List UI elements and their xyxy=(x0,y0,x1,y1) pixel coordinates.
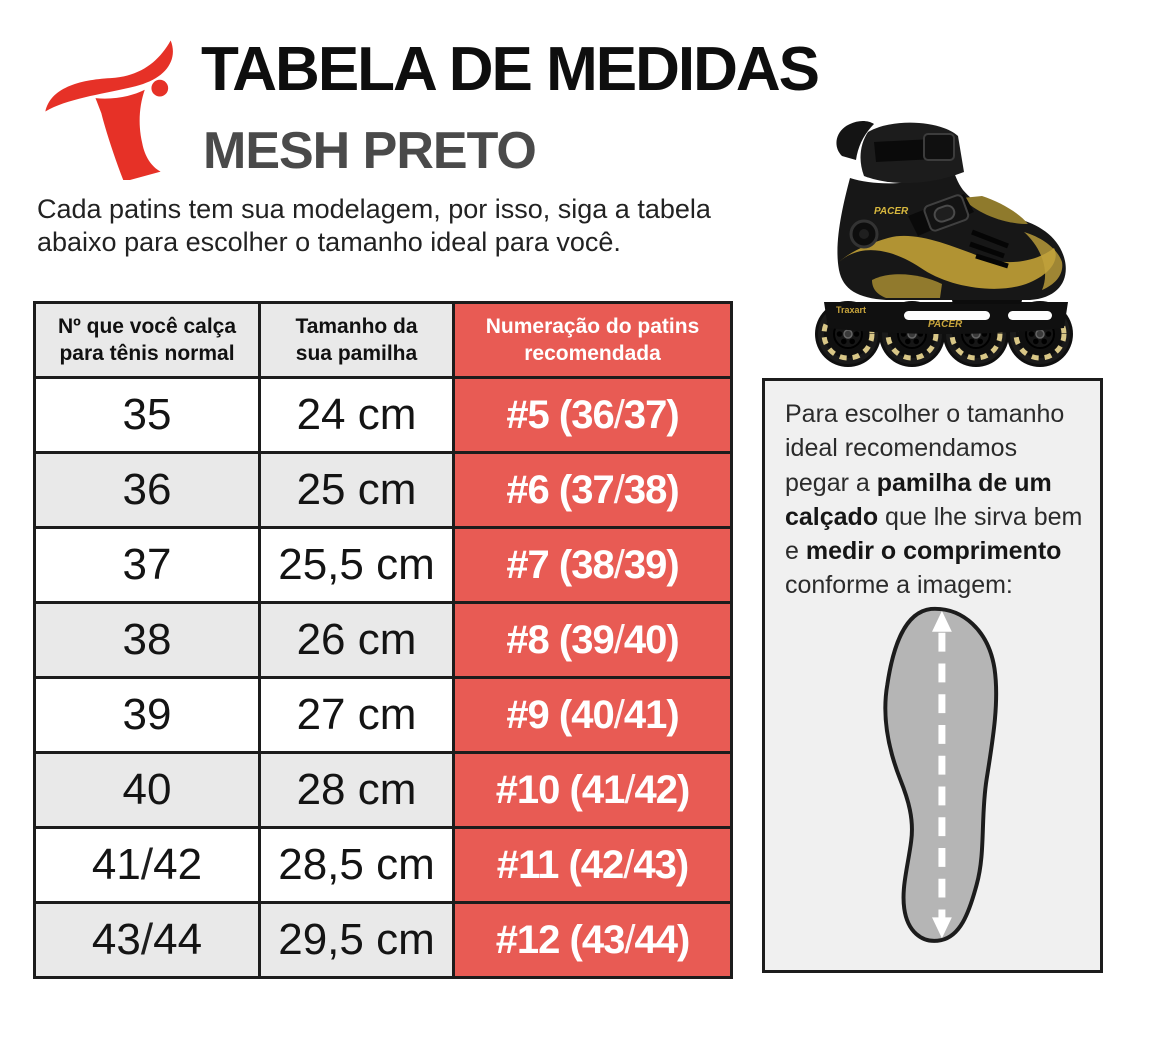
insole-size-cell: 26 cm xyxy=(260,603,454,678)
header-line: Tamanho da xyxy=(295,314,418,338)
size-table xyxy=(33,301,733,979)
insole-size-cell: 29,5 cm xyxy=(260,903,454,978)
skate-frame xyxy=(824,302,1068,334)
skate-product-image xyxy=(812,112,1080,370)
description-line: Cada patins tem sua modelagem, por isso, siga a tabela xyxy=(37,194,711,224)
insole-size-cell: 28 cm xyxy=(260,753,454,828)
instruction-text xyxy=(785,397,1084,603)
table-row xyxy=(35,828,732,903)
insole-size-cell: 28,5 cm xyxy=(260,828,454,903)
header-line: recomendada xyxy=(524,342,661,365)
insole-size-cell: 25,5 cm xyxy=(260,528,454,603)
table-row xyxy=(35,528,732,603)
instruction-segment: conforme a imagem: xyxy=(785,571,1013,600)
page-description xyxy=(37,193,711,260)
col-header-shoe-size xyxy=(35,303,260,378)
table-row xyxy=(35,453,732,528)
shell-model-text: PACER xyxy=(874,206,909,217)
table-row xyxy=(35,603,732,678)
info-panel xyxy=(762,378,1103,973)
table-header-row xyxy=(35,303,732,378)
insole-size-cell: 24 cm xyxy=(260,378,454,453)
skate-size-cell: #5 (36/37) xyxy=(454,378,732,453)
shoe-size-cell: 41/42 xyxy=(35,828,260,903)
skate-size-cell: #10 (41/42) xyxy=(454,753,732,828)
frame-model-text: PACER xyxy=(928,319,963,330)
skate-size-cell: #12 (43/44) xyxy=(454,903,732,978)
skate-size-cell: #7 (38/39) xyxy=(454,528,732,603)
traxart-logo-icon xyxy=(32,38,184,180)
size-table-body xyxy=(35,378,732,978)
frame-brand-text: Traxart xyxy=(836,305,867,315)
description-line: abaixo para escolher o tamanho ideal para você. xyxy=(37,227,621,258)
shoe-size-cell: 39 xyxy=(35,678,260,753)
header-line: Numeração do patins xyxy=(485,314,700,338)
table-row xyxy=(35,753,732,828)
header-line: sua pamilha xyxy=(295,342,418,365)
table-row xyxy=(35,678,732,753)
insole-size-cell: 25 cm xyxy=(260,453,454,528)
shoe-size-cell: 36 xyxy=(35,453,260,528)
instruction-segment: Para escolher o tamanho ideal recomendamos pegar a xyxy=(785,400,1065,497)
skate-size-cell: #11 (42/43) xyxy=(454,828,732,903)
skate-boot xyxy=(836,121,1065,300)
insole-measure-illustration xyxy=(857,603,1009,965)
shoe-size-cell: 43/44 xyxy=(35,903,260,978)
skate-size-cell: #8 (39/40) xyxy=(454,603,732,678)
header-line: Nº que você calça xyxy=(57,314,237,338)
shoe-size-cell: 38 xyxy=(35,603,260,678)
insole-size-cell: 27 cm xyxy=(260,678,454,753)
header-line: para tênis normal xyxy=(59,342,235,365)
skate-size-cell: #6 (37/38) xyxy=(454,453,732,528)
table-row xyxy=(35,903,732,978)
instruction-bold-segment: pamilha de um calçado xyxy=(785,468,1052,531)
instruction-bold-segment: medir o comprimento xyxy=(805,537,1062,565)
skate-size-cell: #9 (40/41) xyxy=(454,678,732,753)
page-title: TABELA DE MEDIDAS xyxy=(201,35,818,104)
shoe-size-cell: 40 xyxy=(35,753,260,828)
table-row xyxy=(35,378,732,453)
instruction-segment: que lhe sirva bem e xyxy=(785,502,1083,565)
col-header-skate-size xyxy=(454,303,732,378)
col-header-insole-size xyxy=(260,303,454,378)
shoe-size-cell: 35 xyxy=(35,378,260,453)
shoe-size-cell: 37 xyxy=(35,528,260,603)
page-subtitle: MESH PRETO xyxy=(203,122,536,180)
